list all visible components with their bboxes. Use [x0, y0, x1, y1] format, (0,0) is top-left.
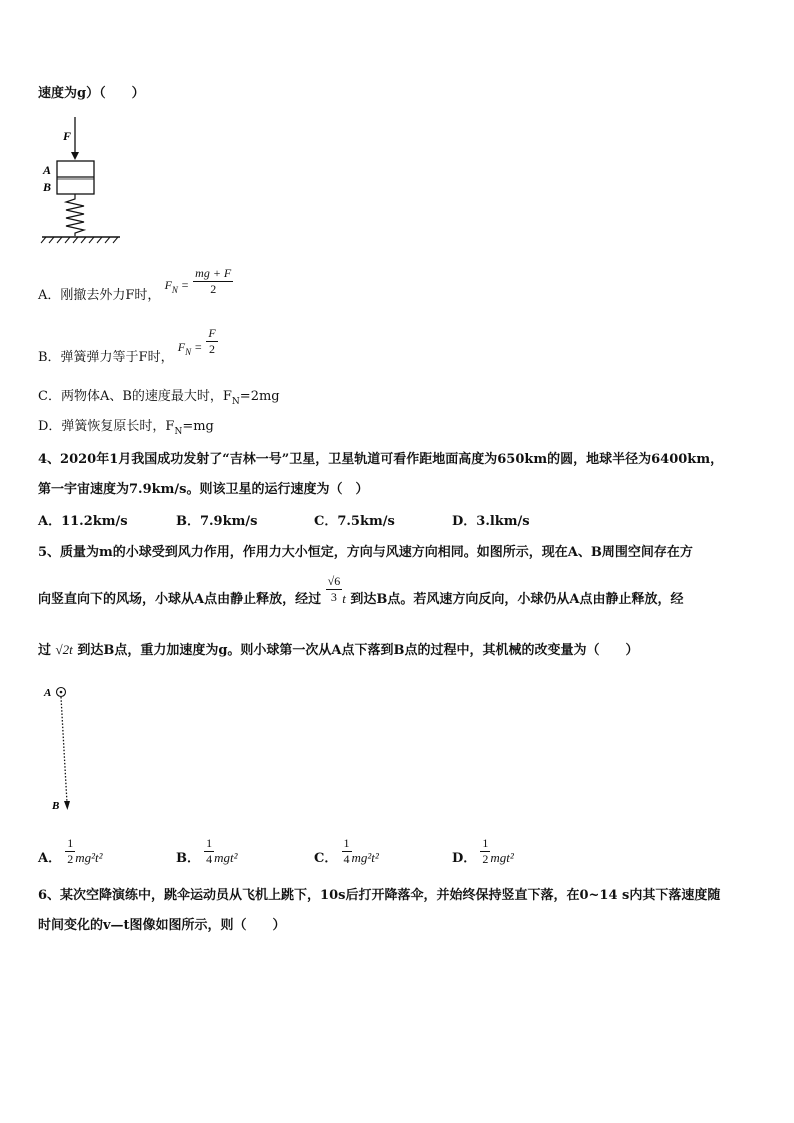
q5-fall-path-figure	[40, 682, 80, 820]
q4-option-b[interactable]: B．7.9km/s	[176, 514, 258, 529]
q5-line-3: 过 √2t 到达B点，重力加速度为g。则小球第一次从A点下落到B点的过程中，其机械的改变量为（ ）	[38, 642, 639, 658]
q5-option-c[interactable]: C． $\frac{1}{4}$ mg²t²	[314, 836, 379, 866]
block-a-label: A	[43, 163, 52, 177]
force-label: F	[63, 129, 72, 143]
arrow-head-icon	[64, 801, 70, 810]
q5-sqrt-expression: √2t	[55, 642, 73, 657]
q4-option-c[interactable]: C．7.5km/s	[314, 514, 395, 529]
point-a-label: A	[44, 687, 52, 699]
q5-option-b[interactable]: B． $\frac{1}{4}$ mgt²	[176, 836, 238, 866]
q3-option-c[interactable]: C．两物体A、B的速度最大时，$F_N=2mg$	[38, 389, 280, 407]
q3-option-b-numerator: F	[208, 326, 216, 340]
point-b-label: B	[52, 800, 60, 812]
q5-line-1: 5、质量为m的小球受到风力作用，作用力大小恒定，方向与风速方向相同。如图所示，现在A、B周围空间存在方	[38, 545, 693, 560]
q3-option-a-numerator: mg + F	[195, 266, 232, 280]
q4-line-2: 第一宇宙速度为7.9km/s。则该卫星的运行速度为（ ）	[38, 482, 369, 497]
q3-tail-text: 速度为g）（ ）	[38, 86, 145, 101]
q3-block-spring-figure	[36, 112, 126, 244]
q3-option-b-label: B．弹簧弹力等于F时，	[38, 350, 174, 365]
q4-option-d[interactable]: D．3.lkm/s	[452, 514, 530, 529]
q5-option-d[interactable]: D． $\frac{1}{2}$ mgt²	[452, 836, 514, 866]
q6-line-2: 时间变化的v—t图像如图所示，则（ ）	[38, 918, 286, 933]
q3-option-a[interactable]	[38, 266, 233, 303]
ground-hatching	[41, 237, 118, 243]
q3-option-b[interactable]	[38, 326, 218, 365]
q4-line-1: 4、2020年1月我国成功发射了“吉林一号”卫星，卫星轨道可看作距地面高度为650km的圆，地球半径为6400km，	[38, 452, 724, 467]
q5-time-fraction: $\frac{√6}{3}$	[327, 574, 341, 604]
dashed-path	[61, 697, 67, 803]
q3-option-b-formula-lhs: $F_N$ =	[177, 340, 203, 357]
q3-option-a-denominator: 2	[210, 282, 217, 296]
q5-line-2: 向竖直向下的风场，小球从A点由静止释放，经过 $\frac{√6}{3}$ t 到达B点。若风速方向反向，小球仍从A点由静止释放，经	[38, 574, 684, 607]
q3-option-a-formula-lhs: $F_N$ =	[164, 278, 190, 295]
q5-option-a[interactable]: A． $\frac{1}{2}$ mg²t²	[38, 836, 103, 866]
q3-option-a-label: A．刚撤去外力F时，	[38, 288, 161, 303]
spring	[66, 194, 84, 236]
block-b-label: B	[43, 180, 52, 194]
q3-option-d[interactable]: D．弹簧恢复原长时，$F_N=mg$	[38, 419, 214, 437]
q3-option-a-fraction	[193, 266, 233, 297]
q4-option-a[interactable]: A．11.2km/s	[38, 514, 128, 529]
q6-line-1: 6、某次空降演练中，跳伞运动员从飞机上跳下，10s后打开降落伞，并始终保持竖直下落，在0~14 s内其下落速度随	[38, 888, 721, 903]
q3-option-b-denominator: 2	[209, 342, 215, 356]
q3-option-b-fraction	[206, 326, 217, 357]
